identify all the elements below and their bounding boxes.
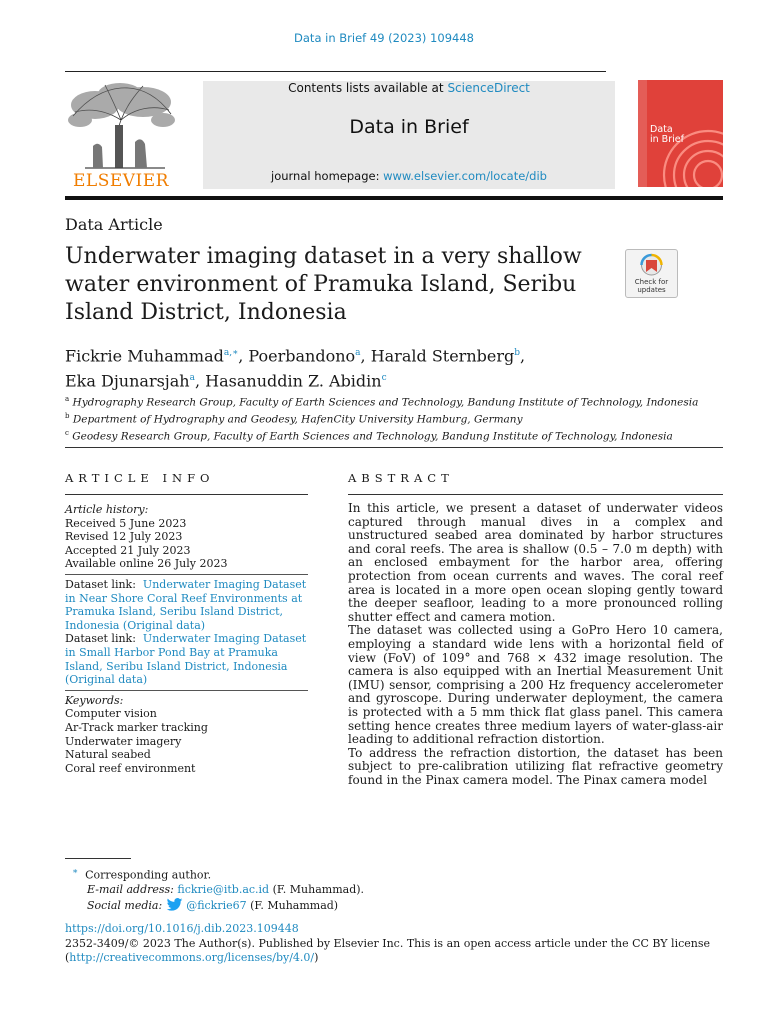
keyword: Underwater imagery bbox=[65, 734, 182, 748]
abstract-paragraph: To address the refraction distortion, the dataset has been subject to pre-calibration utilizing flat refractive geometry found in the Pinax camera model. The Pinax camera model bbox=[348, 745, 723, 787]
copyright-text: 2352-3409/© 2023 The Author(s). Published by Elsevier Inc. This is an open access article under the CC BY license bbox=[65, 936, 710, 950]
affiliation: $^a$ Hydrography Research Group, Faculty of Earth Sciences and Technology, Bandung Institute of Technology, Indonesia bbox=[65, 395, 699, 409]
cover-title: Data in Brief bbox=[650, 124, 684, 145]
svg-text:updates: updates bbox=[637, 286, 666, 294]
corresponding-author-note: ∗ Corresponding author. bbox=[72, 867, 212, 882]
svg-text:Check for: Check for bbox=[634, 278, 669, 286]
article-info-heading: ARTICLE INFO bbox=[65, 471, 215, 485]
abstract-paragraph: The dataset was collected using a GoPro Hero 10 camera, employing a standard wide lens with a horizontal field of view (FoV) of 109° and 768 × 432 image resolution. The camera is also equipped with an Inertial Measurement Unit (IMU) sensor, comprising a 200 Hz frequency accelerometer and gyroscope. During underwater deployment, the camera is protected with a 5 mm thick flat glass panel. This camera setting hence creates three medium layers of water-glass-air leading to additional refraction distortion. bbox=[348, 623, 723, 747]
history-item: Revised 12 July 2023 bbox=[65, 530, 183, 544]
journal-citation[interactable]: Data in Brief 49 (2023) 109448 bbox=[294, 31, 474, 45]
affiliation-list bbox=[65, 393, 725, 444]
author-name[interactable]: Fickrie Muhammad bbox=[65, 346, 224, 366]
keywords-label: Keywords: bbox=[65, 693, 124, 707]
divider bbox=[65, 574, 308, 575]
author-affiliation-marker[interactable]: c bbox=[381, 373, 387, 384]
svg-text:ELSEVIER: ELSEVIER bbox=[73, 171, 169, 190]
keyword: Computer vision bbox=[65, 707, 157, 721]
divider bbox=[65, 447, 723, 448]
footnotes bbox=[65, 865, 725, 913]
keyword: Ar-Track marker tracking bbox=[65, 720, 208, 734]
journal-banner bbox=[203, 81, 615, 189]
license-line: (http://creativecommons.org/licenses/by/4.0/) bbox=[65, 951, 319, 964]
sciencedirect-link[interactable]: ScienceDirect bbox=[447, 81, 530, 95]
author-affiliation-marker[interactable]: a,∗ bbox=[223, 348, 239, 358]
author-affiliation-marker[interactable]: b bbox=[514, 348, 520, 358]
keyword: Natural seabed bbox=[65, 748, 151, 762]
article-title: Underwater imaging dataset in a very shallow water environment of Pramuka Island, Seribu Island District, Indonesia bbox=[65, 244, 582, 325]
doi-block bbox=[65, 922, 735, 966]
divider bbox=[65, 494, 308, 495]
tree-icon bbox=[65, 80, 177, 190]
author-name[interactable]: Harald Sternberg bbox=[370, 346, 515, 366]
author-name[interactable]: Hasanuddin Z. Abidin bbox=[205, 371, 382, 391]
history-item: Available online 26 July 2023 bbox=[65, 557, 228, 571]
author-name[interactable]: Eka Djunarsjah bbox=[65, 371, 190, 391]
abstract-paragraph: In this article, we present a dataset of underwater videos captured through manual dives in a complex and unstructured seabed area dominated by harbor structures and coral reefs. The area is shallow (0.5 – 7.0 m depth) with an enclosed embayment for the harbor area, offering protection from ocean currents and waves. The coral reef area is located in a more open ocean sloping gently toward the deeper seafloor, leading to a more pronounced rolling shutter effect and camera motion. bbox=[348, 501, 723, 624]
divider bbox=[65, 690, 308, 691]
abstract-heading: ABSTRACT bbox=[348, 471, 454, 485]
author-name[interactable]: Poerbandono bbox=[248, 346, 356, 366]
contents-prefix: Contents lists available at bbox=[288, 81, 448, 95]
divider bbox=[348, 494, 723, 495]
affiliation: $^c$ Geodesy Research Group, Faculty of Earth Sciences and Technology, Bandung Institute of Technology, Indonesia bbox=[65, 429, 673, 443]
history-item: Received 5 June 2023 bbox=[65, 516, 187, 530]
keyword: Coral reef environment bbox=[65, 761, 196, 775]
elsevier-logo[interactable] bbox=[65, 80, 177, 190]
author-affiliation-marker[interactable]: a bbox=[189, 373, 195, 384]
journal-title: Data in Brief bbox=[349, 116, 469, 138]
author-list: Fickrie Muhammad$^{a,∗}$, Poerbandono$^a$, Harald Sternberg$^b$, Eka Djunarsjah$^a$, Hasanuddin Z. Abidin$^c$ bbox=[65, 346, 526, 391]
social-handle-link[interactable]: @fickrie67 bbox=[186, 898, 247, 912]
homepage-line bbox=[203, 169, 615, 183]
affiliation: $^b$ Department of Hydrography and Geodesy, HafenCity University Hamburg, Germany bbox=[65, 412, 523, 426]
crossmark-icon bbox=[626, 250, 677, 297]
email-note: E-mail address: fickrie@itb.ac.id (F. Muhammad). bbox=[87, 883, 365, 897]
doi-link[interactable]: https://doi.org/10.1016/j.dib.2023.109448 bbox=[65, 922, 299, 935]
dataset-link[interactable]: Underwater Imaging Dataset in Near Shore Coral Reef Environments at Pramuka Island, Seribu Island District, Indonesia (Original data) bbox=[65, 577, 307, 632]
check-for-updates-button[interactable] bbox=[625, 249, 678, 298]
homepage-link[interactable]: www.elsevier.com/locate/dib bbox=[383, 169, 547, 183]
abstract-body bbox=[348, 502, 723, 787]
dataset-link-entry: Dataset link: Underwater Imaging Dataset in Small Harbor Pond Bay at Pramuka Island, Seribu Island District, Indonesia (Original data) bbox=[65, 632, 307, 687]
header-thick-rule bbox=[65, 196, 723, 200]
license-link[interactable]: http://creativecommons.org/licenses/by/4.0/ bbox=[69, 951, 315, 964]
twitter-icon bbox=[166, 898, 183, 911]
history-item: Accepted 21 July 2023 bbox=[65, 543, 191, 557]
dataset-link[interactable]: Underwater Imaging Dataset in Small Harbor Pond Bay at Pramuka Island, Seribu Island District, Indonesia (Original data) bbox=[65, 632, 307, 687]
history-label: Article history: bbox=[65, 503, 149, 516]
dataset-link-entry: Dataset link: Underwater Imaging Dataset in Near Shore Coral Reef Environments at Pramuka Island, Seribu Island District, Indonesia (Original data) bbox=[65, 577, 307, 632]
journal-cover[interactable] bbox=[638, 80, 723, 187]
homepage-prefix: journal homepage: bbox=[271, 169, 384, 183]
social-note: Social media: @fickrie67 (F. Muhammad) bbox=[87, 898, 339, 912]
footnote-rule bbox=[65, 858, 131, 859]
author-affiliation-marker[interactable]: a bbox=[355, 348, 361, 358]
article-type: Data Article bbox=[65, 215, 163, 234]
article-info bbox=[65, 503, 308, 775]
email-link[interactable]: fickrie@itb.ac.id bbox=[177, 883, 270, 897]
contents-line bbox=[203, 81, 615, 95]
header-rule bbox=[65, 71, 606, 72]
